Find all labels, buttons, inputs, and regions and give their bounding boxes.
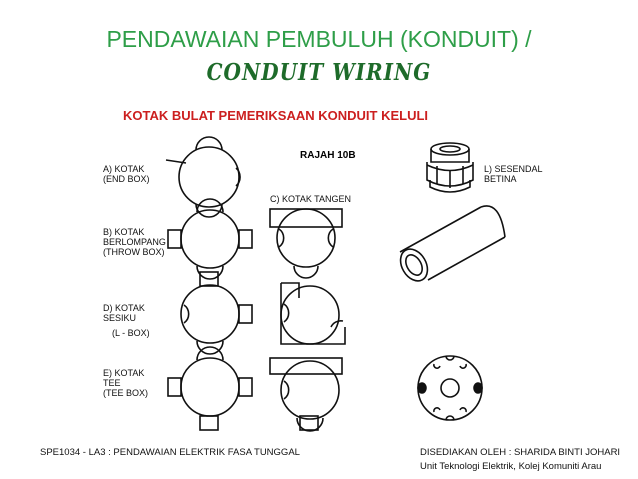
l-box-drawing-2 [281, 283, 345, 344]
label-female-bush: L) SESENDAL BETINA [484, 164, 543, 184]
label-tangent-box: C) KOTAK TANGEN [270, 194, 352, 204]
label-throw-box: B) KOTAK BERLOMPANG (THROW BOX) [103, 227, 166, 257]
throw-box-drawing [168, 199, 252, 279]
conduit-pipe-drawing [395, 206, 505, 286]
l-box-drawing-1 [181, 272, 252, 354]
footer-institution: Unit Teknologi Elektrik, Kolej Komuniti Arau [420, 461, 602, 472]
figure-number: RAJAH 10B [300, 150, 356, 161]
label-end-box: A) KOTAK (END BOX) [103, 164, 150, 184]
label-l-box-english: (L - BOX) [112, 328, 150, 338]
slide-title-english: CONDUIT WIRING [206, 58, 432, 86]
label-tee-box: E) KOTAK TEE (TEE BOX) [103, 368, 149, 398]
slide-subtitle: KOTAK BULAT PEMERIKSAAN KONDUIT KELULI [123, 108, 429, 123]
footer-course: SPE1034 - LA3 : PENDAWAIAN ELEKTRIK FASA TUNGGAL [40, 447, 300, 458]
footer-author: DISEDIAKAN OLEH : SHARIDA BINTI JOHARI [420, 447, 621, 458]
tangent-box-drawing [270, 209, 342, 278]
label-l-box: D) KOTAK SESIKU [103, 303, 145, 323]
female-bush-drawing [427, 143, 473, 192]
round-cover-drawing [418, 356, 482, 420]
end-box-drawing [166, 137, 240, 217]
tee-box-drawing-2 [270, 358, 342, 431]
slide-title: PENDAWAIAN PEMBULUH (KONDUIT) / [106, 26, 532, 52]
tee-box-drawing [168, 347, 252, 430]
